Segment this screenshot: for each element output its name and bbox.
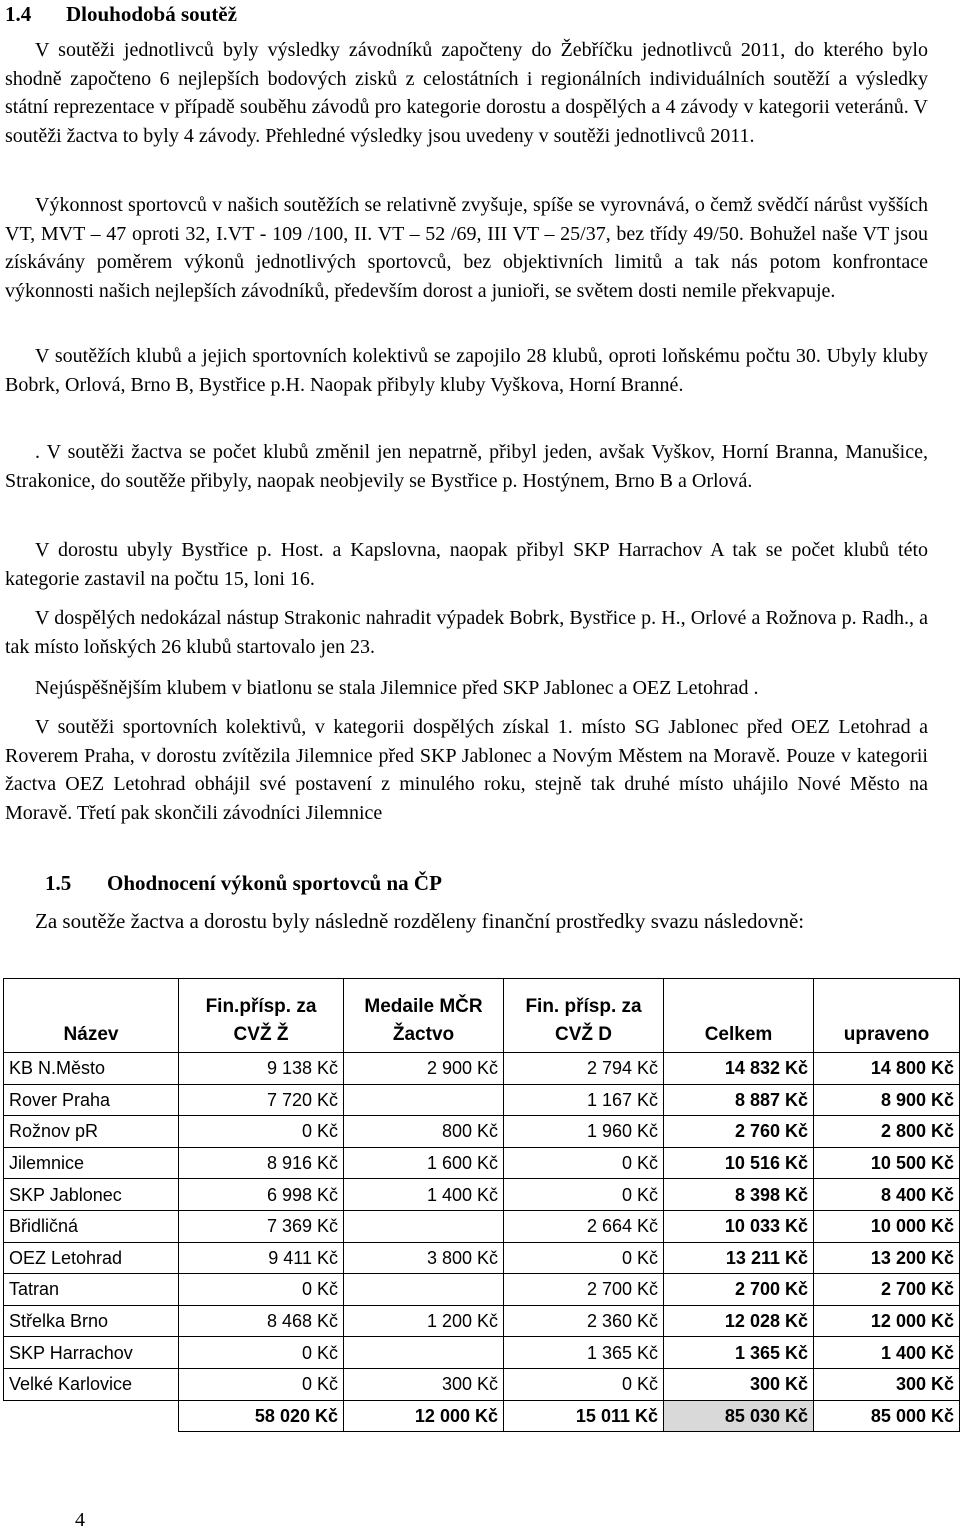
total-fin-cvz-d: 15 011 Kč [504, 1400, 664, 1432]
celkem: 8 887 Kč [664, 1084, 814, 1116]
section-number: 1.4 [5, 2, 32, 26]
fin-cvz-d: 1 167 Kč [504, 1084, 664, 1116]
upraveno: 13 200 Kč [814, 1242, 960, 1274]
fin-cvz-d: 0 Kč [504, 1147, 664, 1179]
totals-label [4, 1400, 179, 1432]
club-name: SKP Jablonec [4, 1179, 179, 1211]
fin-cvz-d: 2 360 Kč [504, 1305, 664, 1337]
table-row [4, 1210, 960, 1242]
header-name: Název [4, 979, 179, 1053]
table-totals-row [4, 1400, 960, 1432]
upraveno: 8 900 Kč [814, 1084, 960, 1116]
section-title: Dlouhodobá soutěž [66, 2, 237, 26]
medaile: 300 Kč [344, 1368, 504, 1400]
header-fin-cvz-d: Fin. přísp. za CVŽ D [504, 979, 664, 1053]
table-row [4, 1053, 960, 1085]
table-header-row [4, 979, 960, 1053]
upraveno: 12 000 Kč [814, 1305, 960, 1337]
medaile: 1 200 Kč [344, 1305, 504, 1337]
upraveno: 300 Kč [814, 1368, 960, 1400]
fin-cvz-z: 0 Kč [179, 1337, 344, 1369]
upraveno: 1 400 Kč [814, 1337, 960, 1369]
paragraph: V dospělých nedokázal nástup Strakonic nahradit výpadek Bobrk, Bystřice p. H., Orlové a Rožnova p. Radh., a tak místo loňských 26 klubů startovalo jen 23. [5, 607, 928, 658]
celkem: 2 760 Kč [664, 1116, 814, 1148]
upraveno: 8 400 Kč [814, 1179, 960, 1211]
upraveno: 2 800 Kč [814, 1116, 960, 1148]
celkem: 2 700 Kč [664, 1274, 814, 1306]
table-row [4, 1305, 960, 1337]
page-number: 4 [75, 1509, 85, 1531]
table-row [4, 1084, 960, 1116]
medaile: 800 Kč [344, 1116, 504, 1148]
fin-cvz-z: 8 916 Kč [179, 1147, 344, 1179]
paragraph: V soutěžích klubů a jejich sportovních kolektivů se zapojilo 28 klubů, oproti loňskému počtu 30. Ubyly kluby Bobrk, Orlová, Brno B, Bystřice p.H. Naopak přibyly kluby Vyškova, Horní Branné. [5, 345, 928, 396]
table-row [4, 1147, 960, 1179]
upraveno: 10 000 Kč [814, 1210, 960, 1242]
paragraph: V dorostu ubyly Bystřice p. Host. a Kapslovna, naopak přibyl SKP Harrachov A tak se počet klubů této kategorie zastavil na počtu 15, loni 16. [5, 539, 928, 590]
fin-cvz-z: 0 Kč [179, 1274, 344, 1306]
upraveno: 2 700 Kč [814, 1274, 960, 1306]
fin-cvz-z: 0 Kč [179, 1368, 344, 1400]
medaile: 3 800 Kč [344, 1242, 504, 1274]
fin-cvz-d: 0 Kč [504, 1179, 664, 1211]
club-name: Břidličná [4, 1210, 179, 1242]
section-title: Ohodnocení výkonů sportovců na ČP [107, 871, 442, 895]
club-name: Tatran [4, 1274, 179, 1306]
celkem: 8 398 Kč [664, 1179, 814, 1211]
club-name: Rožnov pR [4, 1116, 179, 1148]
fin-cvz-z: 6 998 Kč [179, 1179, 344, 1211]
fin-cvz-d: 2 700 Kč [504, 1274, 664, 1306]
table-row [4, 1274, 960, 1306]
total-upraveno: 85 000 Kč [814, 1400, 960, 1432]
fin-cvz-z: 7 720 Kč [179, 1084, 344, 1116]
celkem: 1 365 Kč [664, 1337, 814, 1369]
fin-cvz-z: 7 369 Kč [179, 1210, 344, 1242]
paragraph: Výkonnost sportovců v našich soutěžích se relativně zvyšuje, spíše se vyrovnává, o čemž svědčí nárůst vyšších VT, MVT – 47 oproti 32, I.VT - 109 /100, II. VT – 52 /69, III VT – 25/37, bez třídy 49/50. Bohužel naše VT jsou získávány poměrem výkonů jednotlivých sportovců, bez objektivních limitů a tak nás potom konfrontace výkonnosti našich nejlepších závodníků, především dorost a junioři, se světem dosti nemile překvapuje. [5, 194, 928, 302]
fin-cvz-z: 8 468 Kč [179, 1305, 344, 1337]
celkem: 10 033 Kč [664, 1210, 814, 1242]
medaile [344, 1337, 504, 1369]
fin-cvz-d: 2 664 Kč [504, 1210, 664, 1242]
header-upraveno: upraveno [814, 979, 960, 1053]
table-row [4, 1368, 960, 1400]
table-row [4, 1179, 960, 1211]
medaile: 2 900 Kč [344, 1053, 504, 1085]
club-name: SKP Harrachov [4, 1337, 179, 1369]
total-fin-cvz-z: 58 020 Kč [179, 1400, 344, 1432]
fin-cvz-d: 2 794 Kč [504, 1053, 664, 1085]
club-name: Velké Karlovice [4, 1368, 179, 1400]
header-medaile-mcr: Medaile MČR Žactvo [344, 979, 504, 1053]
fin-cvz-d: 0 Kč [504, 1242, 664, 1274]
medaile [344, 1274, 504, 1306]
paragraph: . V soutěži žactva se počet klubů změnil jen nepatrně, přibyl jeden, avšak Vyškov, Horní Branna, Manušice, Strakonice, do soutěže přibyly, naopak neobjevily se Bystřice p. Hostýnem, Brno B a Orlová. [5, 441, 928, 492]
fin-cvz-d: 0 Kč [504, 1368, 664, 1400]
celkem: 10 516 Kč [664, 1147, 814, 1179]
upraveno: 14 800 Kč [814, 1053, 960, 1085]
header-fin-cvz-z: Fin.přísp. za CVŽ Ž [179, 979, 344, 1053]
table-row [4, 1337, 960, 1369]
club-name: Jilemnice [4, 1147, 179, 1179]
fin-cvz-d: 1 365 Kč [504, 1337, 664, 1369]
total-medaile: 12 000 Kč [344, 1400, 504, 1432]
finance-table [3, 978, 960, 1432]
celkem: 300 Kč [664, 1368, 814, 1400]
upraveno: 10 500 Kč [814, 1147, 960, 1179]
table-row [4, 1116, 960, 1148]
medaile: 1 600 Kč [344, 1147, 504, 1179]
fin-cvz-z: 0 Kč [179, 1116, 344, 1148]
section-number: 1.5 [45, 871, 72, 895]
medaile [344, 1210, 504, 1242]
medaile: 1 400 Kč [344, 1179, 504, 1211]
medaile [344, 1084, 504, 1116]
section-heading-1-5 [45, 871, 442, 895]
celkem: 14 832 Kč [664, 1053, 814, 1085]
fin-cvz-d: 1 960 Kč [504, 1116, 664, 1148]
club-name: KB N.Město [4, 1053, 179, 1085]
total-celkem: 85 030 Kč [664, 1400, 814, 1432]
section-heading-1-4 [5, 2, 237, 26]
table-row [4, 1242, 960, 1274]
fin-cvz-z: 9 138 Kč [179, 1053, 344, 1085]
header-celkem: Celkem [664, 979, 814, 1053]
paragraph: Nejúspěšnějším klubem v biatlonu se stala Jilemnice před SKP Jablonec a OEZ Letohrad . [35, 677, 759, 699]
club-name: Rover Praha [4, 1084, 179, 1116]
celkem: 13 211 Kč [664, 1242, 814, 1274]
celkem: 12 028 Kč [664, 1305, 814, 1337]
paragraph: V soutěži sportovních kolektivů, v kategorii dospělých získal 1. místo SG Jablonec před OEZ Letohrad a Roverem Praha, v dorostu zvítězila Jilemnice před SKP Jablonec a Novým Městem na Moravě. Pouze v kategorii žactva OEZ Letohrad obhájil své postavení z minulého roku, stejně tak druhé místo uhájilo Nové Město na Moravě. Třetí pak skončili závodníci Jilemnice [5, 716, 928, 824]
fin-cvz-z: 9 411 Kč [179, 1242, 344, 1274]
club-name: Střelka Brno [4, 1305, 179, 1337]
paragraph: Za soutěže žactva a dorostu byly následně rozděleny finanční prostředky svazu následovně: [35, 909, 805, 933]
paragraph: V soutěži jednotlivců byly výsledky závodníků započteny do Žebříčku jednotlivců 2011, do kterého bylo shodně započteno 6 nejlepších bodových zisků z celostátních i regionálních individuálních soutěží a výsledky státní reprezentace v případě souběhu závodů pro kategorie dorostu a dospělých a 4 závody v kategorii veteránů. V soutěži žactva to byly 4 závody. Přehledné výsledky jsou uvedeny v soutěži jednotlivců 2011. [5, 39, 928, 147]
club-name: OEZ Letohrad [4, 1242, 179, 1274]
